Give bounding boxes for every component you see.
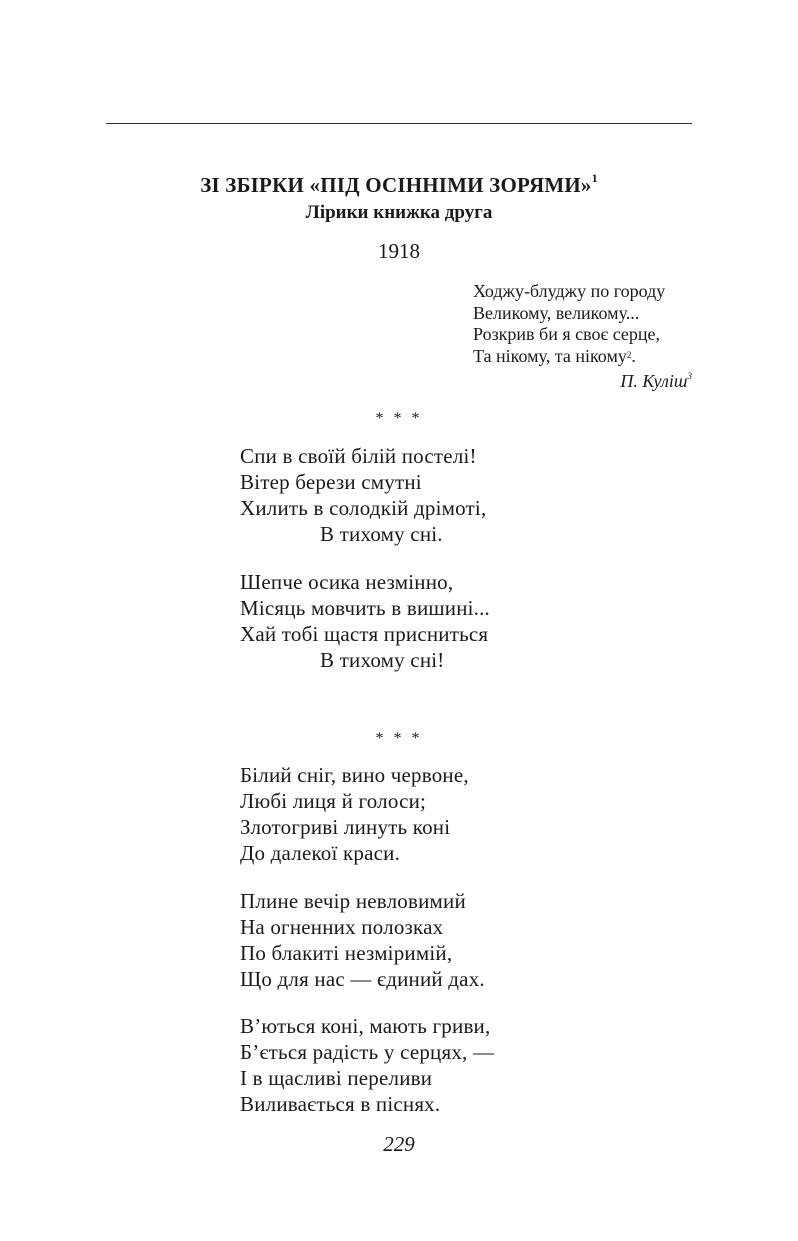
poem2-stanza-3 [240,1013,640,1117]
epigraph-line: Великому, великому... [473,302,640,323]
footnote-marker-1[interactable]: 1 [591,171,598,185]
verse-line: Що для нас — єдиний дах. [240,967,485,991]
section-year: 1918 [378,239,420,263]
verse-line: По блакиті незміримій, [240,941,453,965]
epigraph-author-name: П. Куліш [620,371,688,391]
section-title [0,173,798,198]
verse-line: І в щасливі переливи [240,1066,433,1090]
verse-line: Спи в своїй білій постелі! [240,444,477,468]
poem-separator: * * * [375,410,423,427]
verse-line: В’ються коні, мають гриви, [240,1014,491,1038]
epigraph [473,281,703,367]
poem1-stanza-2 [240,569,640,673]
poem2-stanza-1 [240,762,640,866]
verse-line: В тихому сні. [320,522,443,546]
verse-line: Любі лиця й голоси; [240,789,427,813]
footnote-marker-3[interactable]: 3 [687,371,692,381]
verse-line: До далекої краси. [240,841,401,865]
section-subtitle: Лірики книжка друга [305,202,493,223]
epigraph-line: Розкрив би я своє серце, [473,324,661,344]
verse-line: Виливається в піснях. [240,1092,441,1116]
verse-line: Білий сніг, вино червоне, [240,763,469,787]
verse-line: Б’ється радість у серцях, — [240,1040,495,1064]
footnote-marker-2[interactable]: 2 [626,349,632,360]
epigraph-line: Ходжу-блуджу по городу [473,281,666,301]
poem-separator: * * * [375,730,423,747]
verse-line: Хай тобі щастя присниться [240,622,489,646]
epigraph-period: . [631,345,636,366]
verse-line: Плине вечір невловимий [240,889,466,913]
section-title-text: ЗІ ЗБІРКИ «ПІД ОСІННІМИ ЗОРЯМИ» [200,173,592,197]
verse-line: Шепче осика незмінно, [240,570,454,594]
verse-line: Місяць мовчить в вишині... [240,596,491,620]
epigraph-author [500,371,692,392]
verse-line: На огненних полозках [240,915,444,939]
poem2-stanza-2 [240,888,640,992]
verse-line: Вітер берези смутні [240,470,422,494]
poem1-stanza-1 [240,443,640,547]
verse-line: В тихому сні! [320,648,445,672]
epigraph-line [473,346,703,368]
verse-line: Злотогриві линуть коні [240,815,451,839]
header-rule [106,123,692,124]
page-number: 229 [383,1132,415,1156]
verse-line: Хилить в солодкій дрімоті, [240,496,487,520]
epigraph-line-text: Та нікому, та нікому [473,345,627,366]
